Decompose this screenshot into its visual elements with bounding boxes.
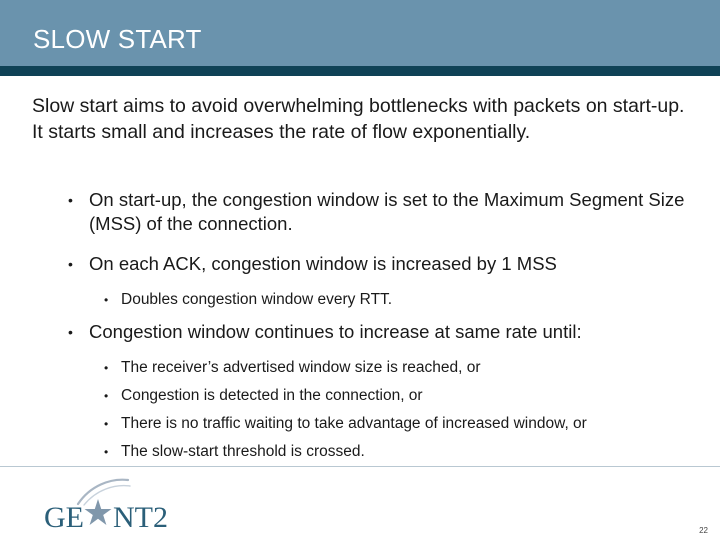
slide-title: SLOW START bbox=[33, 24, 202, 54]
sub-bullet-marker: • bbox=[104, 445, 109, 459]
bullet-marker: • bbox=[68, 256, 73, 272]
sub-bullet-text: The slow-start threshold is crossed. bbox=[121, 443, 365, 460]
sub-bullet-text: Doubles congestion window every RTT. bbox=[121, 291, 393, 308]
bullet-text: On start-up, the congestion window is set to the Maximum Segment Size (MSS) of the connection. bbox=[89, 189, 685, 234]
logo-text-left: GE bbox=[44, 501, 84, 534]
bullet-marker: • bbox=[68, 324, 73, 340]
geant2-logo bbox=[38, 474, 188, 534]
title-bar bbox=[0, 0, 720, 66]
footer-rule bbox=[0, 466, 720, 467]
sub-bullet-marker: • bbox=[104, 293, 109, 307]
bullet-text: Congestion window continues to increase at same rate until: bbox=[89, 321, 582, 342]
star-icon bbox=[85, 499, 112, 525]
sub-bullet-marker: • bbox=[104, 417, 109, 431]
sub-bullet-text: Congestion is detected in the connection, or bbox=[121, 387, 423, 404]
title-rule bbox=[0, 66, 720, 76]
bullet-text: On each ACK, congestion window is increased by 1 MSS bbox=[89, 253, 557, 274]
logo-text-right: NT2 bbox=[113, 501, 168, 534]
intro-paragraph: Slow start aims to avoid overwhelming bottlenecks with packets on start-up. It starts small and increases the rate of flow exponentially. bbox=[32, 95, 685, 143]
sub-bullet-text: The receiver’s advertised window size is reached, or bbox=[121, 359, 481, 376]
sub-bullet-marker: • bbox=[104, 389, 109, 403]
sub-bullet-marker: • bbox=[104, 361, 109, 375]
sub-bullet-text: There is no traffic waiting to take advantage of increased window, or bbox=[121, 415, 587, 432]
bullet-marker: • bbox=[68, 192, 73, 208]
page-number: 22 bbox=[699, 526, 708, 535]
